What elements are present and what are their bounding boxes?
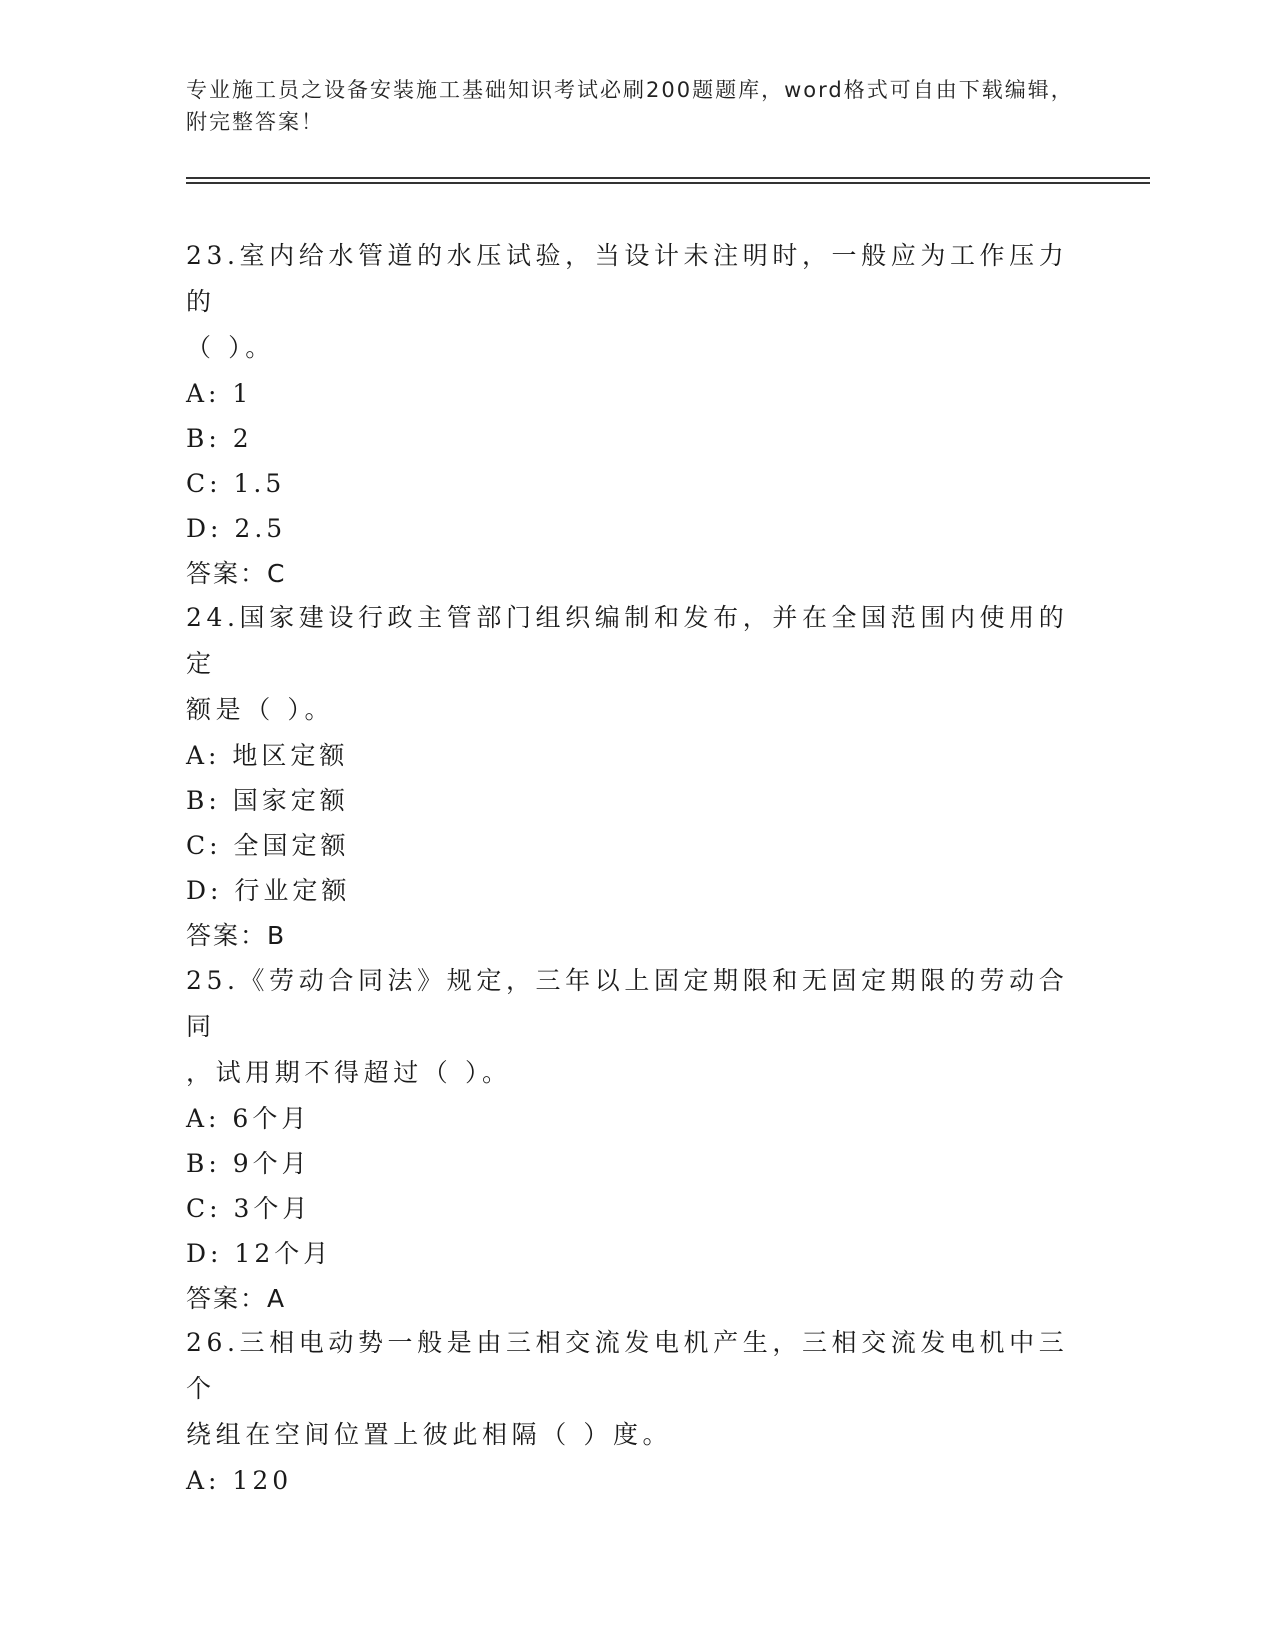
answer: 答案：B [186,921,287,950]
question-text-line-1: 24.国家建设行政主管部门组织编制和发布，并在全国范围内使用的定 [186,603,1069,678]
question-23 [186,233,1086,597]
question-24 [186,595,1086,959]
question-text-line-2: （ ）。 [186,333,275,362]
option-c: C: 1.5 [186,469,286,498]
header-divider-top [186,177,1150,179]
option-a: A: 地区定额 [186,741,349,770]
option-b: B: 2 [186,424,253,453]
question-text-line-1: 26.三相电动势一般是由三相交流发电机产生，三相交流发电机中三个 [186,1328,1069,1403]
option-c: C: 全国定额 [186,831,350,860]
document-header: 专业施工员之设备安装施工基础知识考试必刷200题题库，word格式可自由下载编辑，附完整答案！ [186,78,1074,134]
question-25 [186,958,1086,1322]
option-d: D: 12个月 [186,1239,333,1268]
option-d: D: 2.5 [186,514,287,543]
header-divider-bottom [186,182,1150,184]
option-d: D: 行业定额 [186,876,351,905]
option-a: A: 1 [186,379,253,408]
answer: 答案：C [186,559,287,588]
question-text-line-2: 额是（ ）。 [186,695,335,724]
question-text-line-1: 25.《劳动合同法》规定，三年以上固定期限和无固定期限的劳动合同 [186,966,1069,1041]
question-text-line-2: 绕组在空间位置上彼此相隔（ ）度。 [186,1420,673,1449]
answer: 答案：A [186,1284,287,1313]
question-text-line-1: 23.室内给水管道的水压试验，当设计未注明时，一般应为工作压力的 [186,241,1069,316]
option-a: A: 6个月 [186,1104,311,1133]
option-a: A: 120 [186,1466,293,1495]
option-c: C: 3个月 [186,1194,312,1223]
question-26 [186,1320,1086,1503]
option-b: B: 9个月 [186,1149,311,1178]
option-b: B: 国家定额 [186,786,349,815]
question-text-line-2: ，试用期不得超过（ ）。 [186,1058,512,1087]
